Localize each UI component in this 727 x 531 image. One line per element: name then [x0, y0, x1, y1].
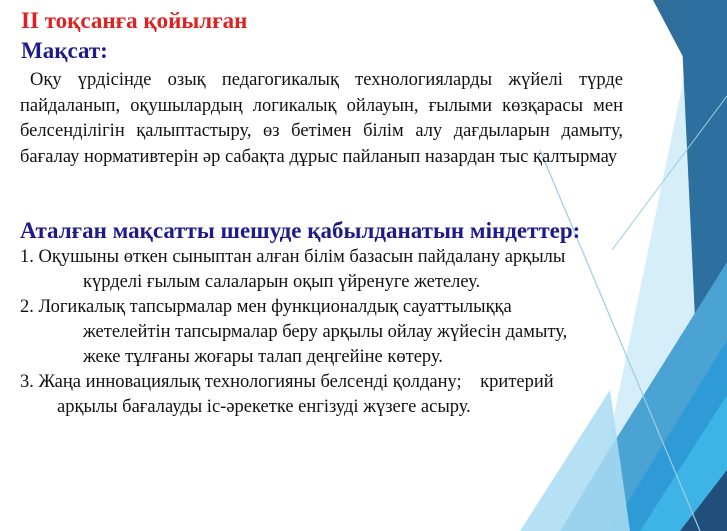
goal-label: Мақсат: — [21, 38, 108, 63]
quarter-heading: ІІ тоқсанға қойылған — [21, 8, 248, 33]
task-2-line-1: 2. Логикалық тапсырмалар мен функционалдық сауаттылыққа — [20, 297, 512, 317]
goal-paragraph: Оқу үрдісінде озық педагогикалық технологияларды жүйелі түрде пайдаланып, оқушылардың логикалық ойлауын, ғылыми көзқарасы мен белсенділігін қалыптастыру, өз бетімен білім алу дағдыларын дамыту, бағалау нормативтерін әр сабақта дұрыс пайланып назардан тыс қалтырмау — [20, 70, 623, 168]
task-1-line-2: күрделі ғылым салаларын оқып үйренуге жетелеу. — [83, 272, 481, 292]
task-2-line-3: жеке тұлғаны жоғары талап деңгейіне көтеру. — [83, 347, 443, 367]
task-1-line-1: 1. Оқушыны өткен сыныптан алған білім базасын пайдалану арқылы — [20, 247, 566, 267]
task-2-line-2: жетелейтін тапсырмалар беру арқылы ойлау жүйесін дамыту, — [83, 322, 568, 342]
task-3-line-2: арқылы бағалауды іс-әрекетке енгізуді жүзеге асыру. — [57, 397, 471, 417]
task-3-line-1: 3. Жаңа инновациялық технологияны белсенді қолдану; критерий — [20, 372, 554, 392]
tasks-heading: Аталған мақсатты шешуде қабылданатын міндеттер: — [20, 218, 581, 243]
